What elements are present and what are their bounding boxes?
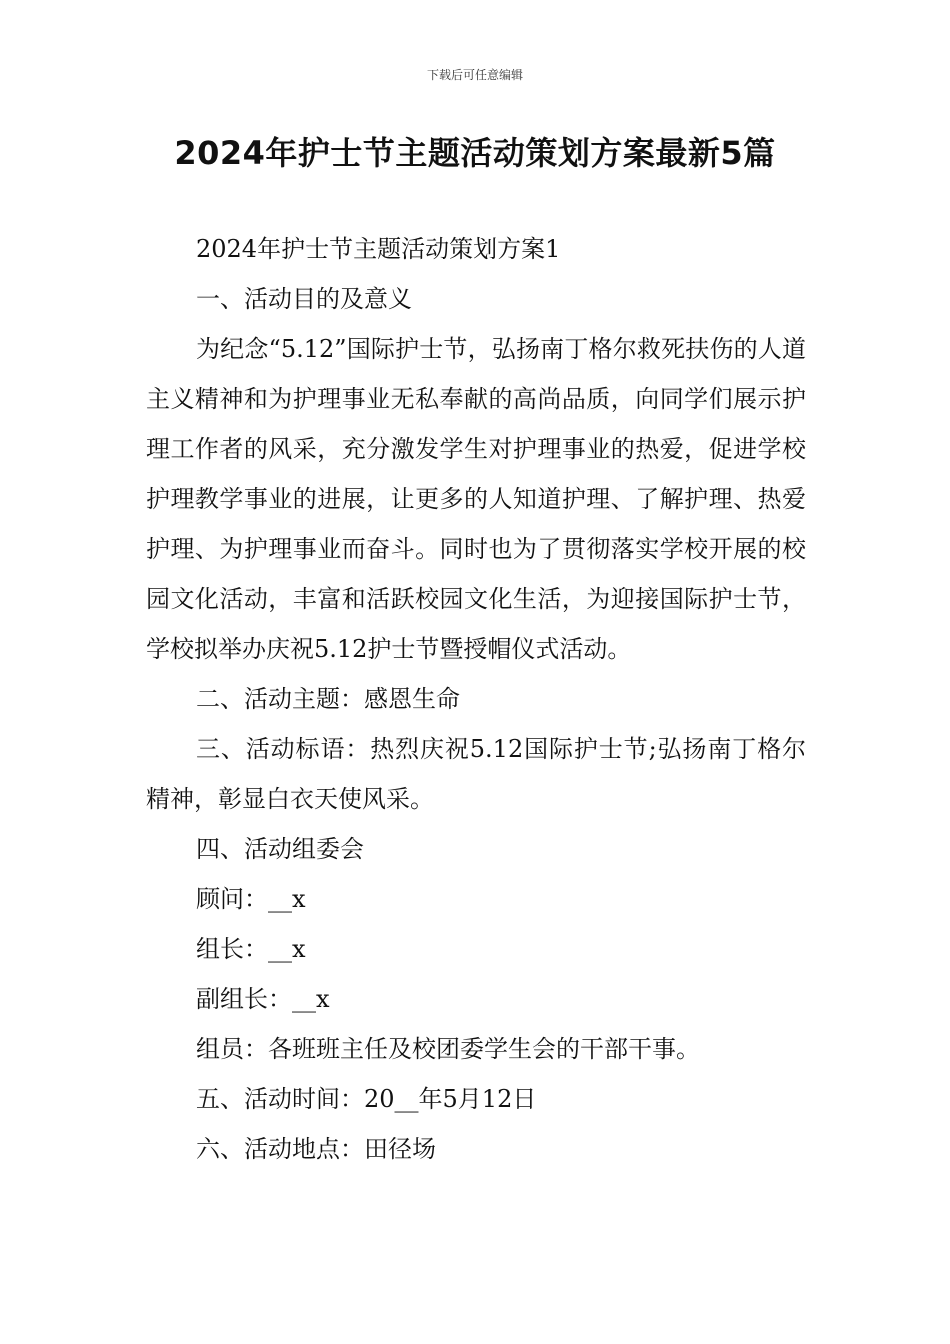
line-advisor: 顾问：__x — [196, 885, 306, 913]
subheading-committee: 四、活动组委会 — [196, 835, 364, 863]
section-heading: 2024年护士节主题活动策划方案1 — [196, 235, 561, 263]
line-leader: 组长：__x — [196, 935, 306, 963]
line-theme: 二、活动主题：感恩生命 — [196, 685, 460, 713]
header-note: 下载后可任意编辑 — [426, 68, 523, 82]
document-body — [146, 224, 806, 1174]
line-members: 组员：各班班主任及校团委学生会的干部干事。 — [196, 1035, 700, 1063]
line-deputy-leader: 副组长：__x — [196, 985, 330, 1013]
paragraph-purpose: 为纪念“5.12”国际护士节，弘扬南丁格尔救死扶伤的人道主义精神和为护理事业无私奉献的高尚品质，向同学们展示护理工作者的风采，充分激发学生对护理事业的热爱，促进学校护理教学事业的进展，让更多的人知道护理、了解护理、热爱护理、为护理事业而奋斗。同时也为了贯彻落实学校开展的校园文化活动，丰富和活跃校园文化生活，为迎接国际护士节，学校拟举办庆祝5.12护士节暨授帽仪式活动。 — [146, 335, 806, 663]
line-slogan: 三、活动标语：热烈庆祝5.12国际护士节;弘扬南丁格尔精神，彰显白衣天使风采。 — [146, 735, 806, 813]
subheading-purpose: 一、活动目的及意义 — [196, 285, 412, 313]
document-title: 2024年护士节主题活动策划方案最新5篇 — [174, 134, 776, 172]
line-location: 六、活动地点：田径场 — [196, 1135, 436, 1163]
line-time: 五、活动时间：20__年5月12日 — [196, 1085, 537, 1113]
